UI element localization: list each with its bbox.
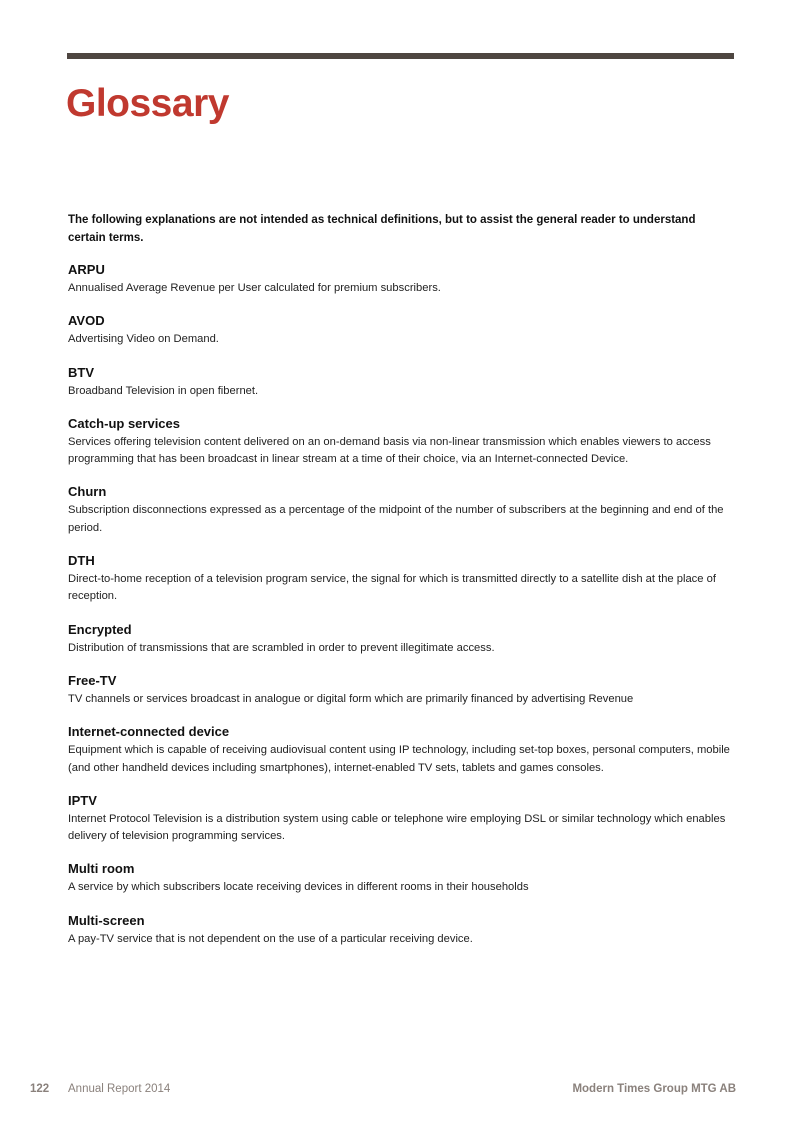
glossary-definition: A pay-TV service that is not dependent on the use of a particular receiving device.: [68, 932, 473, 945]
glossary-term: BTV: [68, 364, 94, 380]
glossary-entry: [68, 482, 733, 537]
glossary-definition: Distribution of transmissions that are scrambled in order to prevent illegitimate access.: [68, 641, 495, 654]
glossary-entry: [68, 551, 733, 606]
glossary-definition: Equipment which is capable of receiving audiovisual content using IP technology, including set-top boxes, personal computers, mobile (and other handheld devices including smartphones), internet-enabled TV sets, tablets and games consoles.: [68, 744, 730, 774]
glossary-list: [68, 260, 733, 962]
glossary-entry: [68, 722, 733, 777]
glossary-term: DTH: [68, 553, 95, 569]
glossary-definition: Broadband Television in open fibernet.: [68, 384, 259, 397]
glossary-term: AVOD: [68, 313, 105, 329]
top-rule: [67, 53, 734, 59]
glossary-entry: [68, 620, 733, 657]
glossary-term: Catch-up services: [68, 415, 180, 431]
glossary-definition: TV channels or services broadcast in analogue or digital form which are primarily financed by advertising Revenue: [68, 692, 634, 705]
glossary-term: Free-TV: [68, 672, 117, 688]
glossary-entry: [68, 414, 733, 469]
glossary-definition: Annualised Average Revenue per User calculated for premium subscribers.: [68, 282, 441, 294]
glossary-entry: [68, 311, 733, 348]
glossary-definition: Advertising Video on Demand.: [68, 333, 219, 346]
glossary-definition: Internet Protocol Television is a distribution system using cable or telephone wire employing DSL or similar technology which enables delivery of television programming services.: [68, 812, 726, 843]
glossary-term: Internet-connected device: [68, 724, 230, 740]
glossary-definition: Direct-to-home reception of a television program service, the signal for which is transmitted directly to a satellite dish at the place of reception.: [68, 573, 716, 603]
glossary-entry: [68, 260, 733, 297]
glossary-entry: [68, 859, 733, 896]
glossary-term: Multi-screen: [68, 912, 145, 928]
page-title: Glossary: [66, 82, 229, 125]
glossary-entry: [68, 911, 733, 948]
glossary-definition: Services offering television content delivered on an on-demand basis via non-linear transmission which enables viewers to access programming that has been broadcast in linear stream at a time of their choice, via an Internet-connected Device.: [68, 435, 711, 466]
glossary-definition: A service by which subscribers locate receiving devices in different rooms in their households: [68, 881, 529, 894]
page-footer: [30, 1083, 736, 1101]
glossary-term: Encrypted: [68, 621, 132, 637]
glossary-entry: [68, 671, 733, 708]
report-name: Annual Report 2014: [68, 1083, 171, 1095]
glossary-entry: [68, 363, 733, 400]
glossary-term: ARPU: [68, 262, 105, 277]
glossary-entry: [68, 791, 733, 846]
glossary-definition: Subscription disconnections expressed as a percentage of the midpoint of the number of subscribers at the beginning and end of the period.: [68, 504, 724, 534]
intro-text: The following explanations are not intended as technical definitions, but to assist the general reader to understand certain terms.: [68, 214, 696, 244]
glossary-term: IPTV: [68, 792, 97, 808]
glossary-term: Churn: [68, 484, 107, 500]
glossary-term: Multi room: [68, 861, 135, 877]
company-name: Modern Times Group MTG AB: [572, 1083, 736, 1095]
page-number: 122: [30, 1083, 50, 1095]
